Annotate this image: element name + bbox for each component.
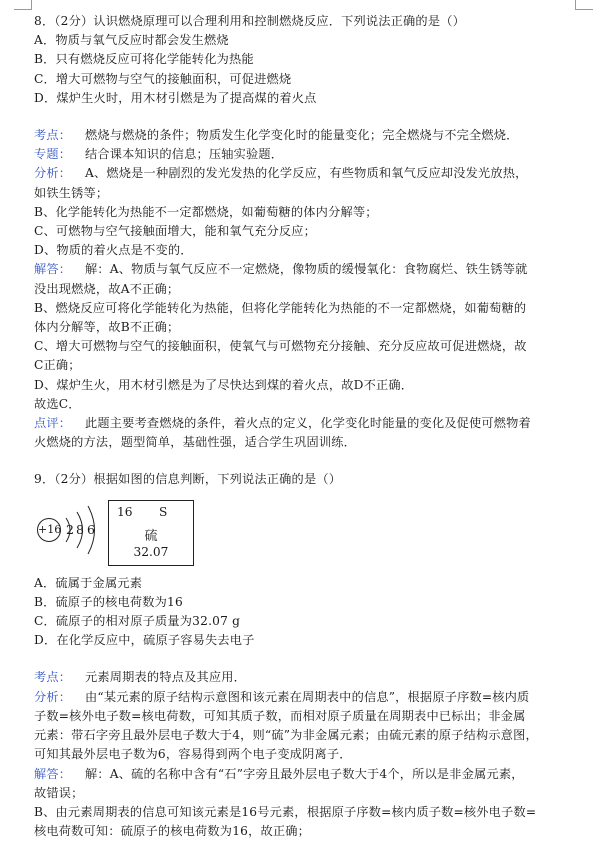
q8-dianping-line: 此题主要考查燃烧的条件，着火点的定义，化学变化时能量的变化及促使可燃物着 (85, 416, 531, 431)
q8-dianping-line: 火燃烧的方法，题型简单，基础性强，适合学生巩固训练． (34, 435, 357, 450)
q9-option-c: C．硫原子的相对原子质量为32.07 g (34, 614, 241, 629)
q8-stem: 8．（2分）认识燃烧原理可以合理利用和控制燃烧反应．下列说法正确的是（） (34, 14, 465, 28)
q8-option-c: C．增大可燃物与空气的接触面积，可促进燃烧 (34, 71, 292, 86)
q9-fenxi-line: 子数=核外电子数=核电荷数，可知其质子数，而相对原子质量在周期表中已标出；非金属 (34, 708, 526, 723)
q9-jieda (34, 765, 572, 784)
q9-fenxi-line: 由“某元素的原子结构示意图和该元素在周期表中的信息”，根据原子序数=核内质 (85, 689, 530, 704)
q9-kaodian-text: 元素周期表的特点及其应用． (85, 670, 247, 685)
q8-jieda-line: C、增大可燃物与空气的接触面积，使氧气与可燃物充分接触、充分反应故可促进燃烧，故 (34, 339, 527, 354)
sulfur-figure (34, 498, 572, 572)
q9-jieda-line: 故错误； (34, 785, 84, 800)
q8-zhuanti (34, 145, 572, 164)
fenxi-label: 分析： (34, 166, 72, 181)
q9-option-a: A．硫属于金属元素 (34, 575, 143, 590)
q8-jieda-line: 没出现燃烧，故A不正确； (34, 281, 180, 296)
atomic-mass: 32.07 (133, 544, 169, 559)
jieda-label: 解答： (34, 262, 72, 277)
atom-nucleus: +16 (37, 518, 61, 542)
q8-fenxi-line: B、化学能转化为热能不一定都燃烧，如葡萄糖的体内分解等； (34, 204, 378, 219)
q8-jieda-line: 故选C． (34, 396, 81, 411)
q8-jieda-line: B、燃烧反应可将化学能转化为热能，但将化学能转化为热能的不一定都燃烧，如葡萄糖的 (34, 300, 527, 315)
q9-jieda-line: 核电荷数可知：硫原子的核电荷数为16，故正确； (34, 824, 311, 839)
q8-option-b: B．只有燃烧反应可将化学能转化为热能 (34, 52, 254, 67)
q8-jieda-line: C正确； (34, 358, 81, 373)
q9-stem: 9．（2分）根据如图的信息判断，下列说法正确的是（） (34, 472, 342, 487)
q8-jieda-line: D、煤炉生火，用木材引燃是为了尽快达到煤的着火点，故D不正确． (34, 377, 414, 392)
element-name: 硫 (144, 528, 158, 544)
kaodian-label: 考点： (34, 670, 72, 685)
q8-kaodian-text: 燃烧与燃烧的条件；物质发生化学变化时的能量变化；完全燃烧与不完全燃烧． (85, 128, 519, 143)
q8-option-d: D．煤炉生火时，用木材引燃是为了提高煤的着火点 (34, 90, 317, 105)
q8-fenxi-line: 如铁生锈等； (34, 185, 109, 200)
q9-jieda-line: 解：A、硫的名称中含有“石”字旁且最外层电子数大于4个，所以是非金属元素， (85, 766, 524, 781)
q9-fenxi-line: 元素：带石字旁且最外层电子数大于4，则“硫”为非金属元素；由硫元素的原子结构示意图， (34, 728, 538, 743)
q8-dianping (34, 414, 572, 433)
element-symbol: S (159, 504, 168, 519)
q9-option-d: D．在化学反应中，硫原子容易失去电子 (34, 633, 255, 648)
q9-jieda-line: B、由元素周期表的信息可知该元素是16号元素，根据原子序数=核内质子数=核外电子数= (34, 804, 537, 819)
page-corner-mark-left (14, 0, 32, 10)
page-corner-mark-right (575, 0, 593, 10)
q8-fenxi-line: C、可燃物与空气接触面增大，能和氧气充分反应； (34, 224, 317, 239)
q8-zhuanti-text: 结合课本知识的信息；压轴实验题． (85, 147, 284, 162)
q8-jieda-line: 解：A、物质与氧气反应不一定燃烧，像物质的缓慢氧化：食物腐烂、铁生锈等就 (85, 262, 528, 277)
dianping-label: 点评： (34, 416, 72, 431)
fenxi-label: 分析： (34, 689, 72, 704)
q9-fenxi (34, 688, 572, 707)
jieda-label: 解答： (34, 766, 72, 781)
shell-electron-count: 8 (76, 521, 84, 537)
kaodian-label: 考点： (34, 128, 72, 143)
shell-electron-count: 2 (66, 521, 74, 537)
q8-fenxi-line: D、物质的着火点是不变的． (34, 243, 193, 258)
q8-fenxi (34, 164, 572, 183)
q9-kaodian (34, 668, 572, 687)
q8-option-a: A．物质与氧气反应时都会发生燃烧 (34, 33, 229, 48)
shell-electron-count: 6 (87, 521, 95, 537)
document-page (34, 12, 572, 841)
periodic-table-tile (108, 500, 194, 566)
q9-fenxi-line: 可知其最外层电子数为6，容易得到两个电子变成阴离子． (34, 747, 352, 762)
atomic-number: 16 (117, 504, 133, 519)
q8-jieda (34, 260, 572, 279)
q8-kaodian (34, 126, 572, 145)
zhuanti-label: 专题： (34, 147, 72, 162)
q8-fenxi-line: A、燃烧是一种剧烈的发光发热的化学反应，有些物质和氧气反应却没发光放热， (85, 166, 528, 181)
q8-jieda-line: 体内分解等，故B不正确； (34, 320, 180, 335)
q9-option-b: B．硫原子的核电荷数为16 (34, 594, 183, 609)
